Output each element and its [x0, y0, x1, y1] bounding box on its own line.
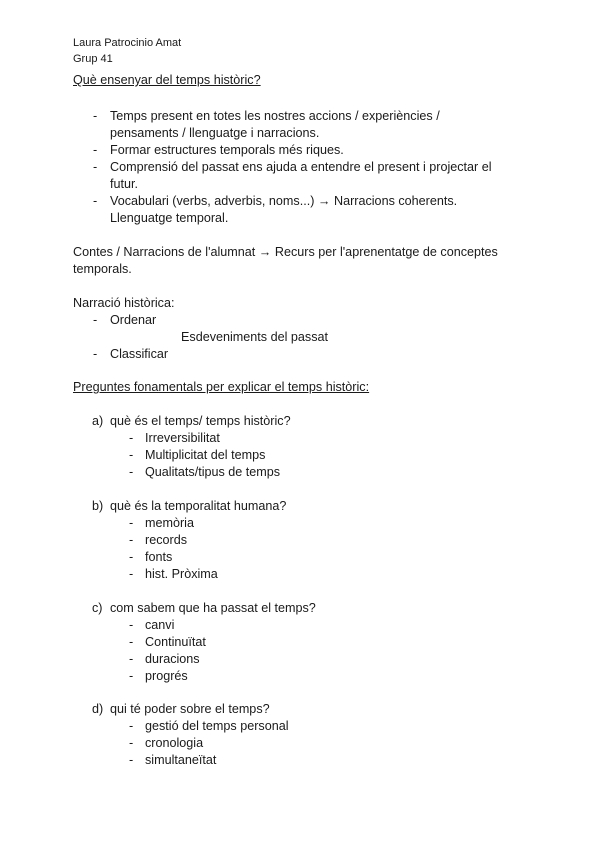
- bullet-dash: -: [93, 109, 98, 123]
- paragraph-line: temporals.: [73, 262, 132, 276]
- question-item: cronologia: [145, 736, 204, 750]
- narracio-label: Narració històrica:: [73, 296, 175, 310]
- bullet-line: Vocabulari (verbs, adverbis, noms...) → Narracions coherents.: [110, 194, 458, 208]
- question-item: memòria: [145, 516, 194, 530]
- question-marker: c): [92, 601, 103, 615]
- question-item: Continuïtat: [145, 635, 206, 649]
- paragraph-line: Contes / Narracions de l'alumnat → Recurs per l'aprenentatge de conceptes: [73, 245, 498, 259]
- bullet-dash: -: [129, 652, 134, 666]
- question-item: progrés: [145, 669, 188, 683]
- bullet-dash: -: [129, 618, 134, 632]
- bullet-dash: -: [93, 143, 98, 157]
- question-text: qui té poder sobre el temps?: [110, 702, 270, 716]
- question-item: Multiplicitat del temps: [145, 448, 266, 462]
- bullet-line: Llenguatge temporal.: [110, 211, 229, 225]
- bullet-dash: -: [129, 465, 134, 479]
- question-item: fonts: [145, 550, 173, 564]
- question-marker: a): [92, 414, 104, 428]
- narracio-item: Ordenar: [110, 313, 157, 327]
- question-item: hist. Pròxima: [145, 567, 218, 581]
- bullet-dash: -: [129, 567, 134, 581]
- question-item: Irreversibilitat: [145, 431, 220, 445]
- narracio-item: Classificar: [110, 347, 169, 361]
- question-marker: d): [92, 702, 104, 716]
- question-text: com sabem que ha passat el temps?: [110, 601, 316, 615]
- bullet-dash: -: [93, 313, 98, 327]
- bullet-dash: -: [93, 347, 98, 361]
- question-item: records: [145, 533, 187, 547]
- section-title: Preguntes fonamentals per explicar el temps històric:: [73, 380, 370, 394]
- section-title: Què ensenyar del temps històric?: [73, 73, 261, 87]
- bullet-dash: -: [129, 533, 134, 547]
- bullet-dash: -: [129, 431, 134, 445]
- bullet-dash: -: [129, 635, 134, 649]
- question-item: simultaneïtat: [145, 753, 217, 767]
- author-name: Laura Patrocinio Amat: [73, 37, 182, 49]
- question-text: què és la temporalitat humana?: [110, 499, 287, 513]
- bullet-dash: -: [129, 516, 134, 530]
- bullet-dash: -: [129, 753, 134, 767]
- bullet-line: futur.: [110, 177, 139, 191]
- bullet-line: pensaments / llenguatge i narracions.: [110, 126, 320, 140]
- question-marker: b): [92, 499, 104, 513]
- bullet-dash: -: [129, 550, 134, 564]
- bullet-dash: -: [129, 719, 134, 733]
- bullet-dash: -: [93, 194, 98, 208]
- question-text: què és el temps/ temps històric?: [110, 414, 291, 428]
- group-label: Grup 41: [73, 53, 113, 65]
- narracio-center-text: Esdeveniments del passat: [181, 330, 329, 344]
- bullet-dash: -: [129, 669, 134, 683]
- bullet-line: Formar estructures temporals més riques.: [110, 143, 344, 157]
- bullet-dash: -: [129, 448, 134, 462]
- question-item: Qualitats/tipus de temps: [145, 465, 281, 479]
- question-item: duracions: [145, 652, 200, 666]
- bullet-dash: -: [129, 736, 134, 750]
- bullet-line: Comprensió del passat ens ajuda a entendre el present i projectar el: [110, 160, 492, 174]
- question-item: gestió del temps personal: [145, 719, 289, 733]
- question-item: canvi: [145, 618, 175, 632]
- bullet-dash: -: [93, 160, 98, 174]
- bullet-line: Temps present en totes les nostres accions / experiències /: [110, 109, 440, 123]
